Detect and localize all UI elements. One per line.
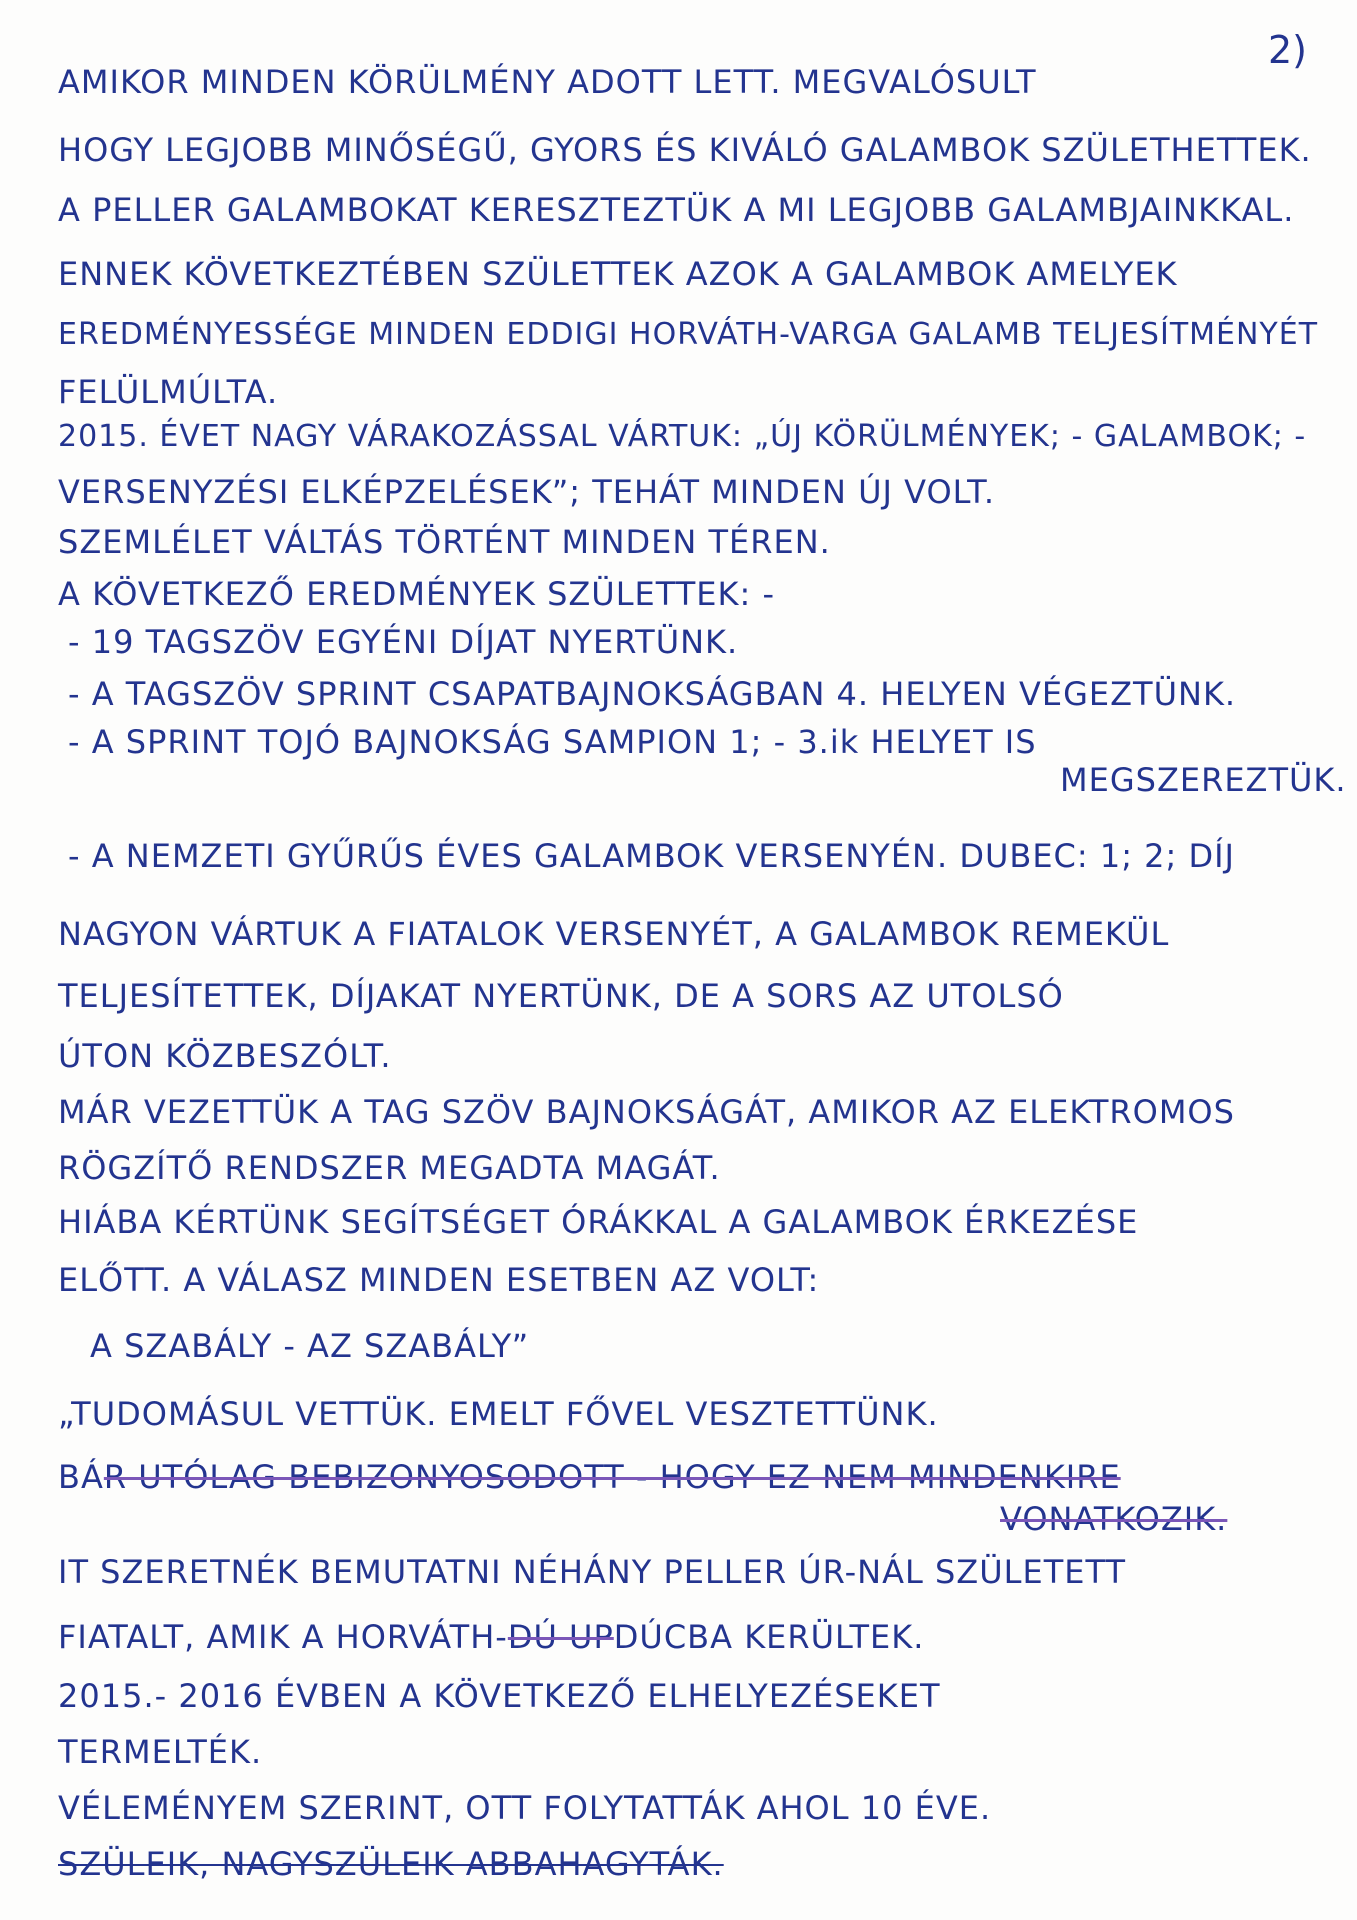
text-line: AMIKOR MINDEN KÖRÜLMÉNY ADOTT LETT. MEGVALÓSULT [58, 63, 1037, 101]
text-line: HOGY LEGJOBB MINŐSÉGŰ, GYORS ÉS KIVÁLÓ GALAMBOK SZÜLETHETTEK. [58, 131, 1312, 169]
text-line: 2015. ÉVET NAGY VÁRAKOZÁSSAL VÁRTUK: „ÚJ KÖRÜLMÉNYEK; - GALAMBOK; - [58, 419, 1307, 454]
text-line: IT SZERETNÉK BEMUTATNI NÉHÁNY PELLER ÚR-NÁL SZÜLETETT [58, 1553, 1126, 1591]
text-line: EREDMÉNYESSÉGE MINDEN EDDIGI HORVÁTH-VARGA GALAMB TELJESÍTMÉNYÉT [58, 317, 1319, 352]
struck-sentence [58, 1458, 1121, 1496]
text-line: MÁR VEZETTÜK A TAG SZÖV BAJNOKSÁGÁT, AMIKOR AZ ELEKTROMOS [58, 1093, 1235, 1131]
text-line: ÚTON KÖZBESZÓLT. [58, 1037, 392, 1075]
list-item-continuation: MEGSZEREZTÜK. [1060, 761, 1347, 799]
list-item: - A SPRINT TOJÓ BAJNOKSÁG SAMPION 1; - 3.ik HELYET IS [68, 723, 1037, 761]
struck-text: R UTÓLAG BEBIZONYOSODOTT - HOGY EZ NEM MINDENKIRE [103, 1458, 1121, 1496]
list-item: - A NEMZETI GYŰRŰS ÉVES GALAMBOK VERSENYÉN. DUBEC: 1; 2; DÍJ [68, 837, 1235, 875]
text-line: SZÜLEIK, NAGYSZÜLEIK ABBAHAGYTÁK. [58, 1845, 724, 1883]
text-line: VERSENYZÉSI ELKÉPZELÉSEK”; TEHÁT MINDEN ÚJ VOLT. [58, 473, 996, 511]
text-line: A PELLER GALAMBOKAT KERESZTEZTÜK A MI LEGJOBB GALAMBJAINKKAL. [58, 191, 1295, 229]
line-part: FIATALT, AMIK A HORVÁTH- [58, 1618, 508, 1656]
struck-sentence-prefix: BÁ [58, 1458, 104, 1496]
text-line-with-correction [58, 1618, 924, 1656]
text-line: „TUDOMÁSUL VETTÜK. EMELT FŐVEL VESZTETTÜNK. [58, 1395, 939, 1433]
text-line: HIÁBA KÉRTÜNK SEGÍTSÉGET ÓRÁKKAL A GALAMBOK ÉRKEZÉSE [58, 1203, 1139, 1241]
text-line: TELJESÍTETTEK, DÍJAKAT NYERTÜNK, DE A SORS AZ UTOLSÓ [58, 977, 1064, 1015]
quote-line: A SZABÁLY - AZ SZABÁLY” [90, 1327, 530, 1365]
line-part: DÚCBA KERÜLTEK. [613, 1618, 925, 1656]
text-line: A KÖVETKEZŐ EREDMÉNYEK SZÜLETTEK: - [58, 575, 775, 613]
text-line: ENNEK KÖVETKEZTÉBEN SZÜLETTEK AZOK A GALAMBOK AMELYEK [58, 255, 1178, 293]
text-line: SZEMLÉLET VÁLTÁS TÖRTÉNT MINDEN TÉREN. [58, 523, 831, 561]
text-line: 2015.- 2016 ÉVBEN A KÖVETKEZŐ ELHELYEZÉSEKET [58, 1677, 941, 1715]
struck-sentence-continuation [1000, 1500, 1227, 1538]
text-line: TERMELTÉK. [58, 1733, 263, 1771]
struck-text: VONATKOZIK. [1000, 1500, 1228, 1538]
text-line: ELŐTT. A VÁLASZ MINDEN ESETBEN AZ VOLT: [58, 1261, 820, 1299]
list-item: - 19 TAGSZÖV EGYÉNI DÍJAT NYERTÜNK. [68, 623, 739, 661]
text-line: FELÜLMÚLTA. [58, 373, 279, 411]
struck-text: DÚ UP [507, 1618, 614, 1656]
text-line: VÉLEMÉNYEM SZERINT, OTT FOLYTATTÁK AHOL 10 ÉVE. [58, 1789, 992, 1827]
page-number: 2) [1268, 28, 1308, 72]
list-item: - A TAGSZÖV SPRINT CSAPATBAJNOKSÁGBAN 4. HELYEN VÉGEZTÜNK. [68, 675, 1237, 713]
text-line: NAGYON VÁRTUK A FIATALOK VERSENYÉT, A GALAMBOK REMEKÜL [58, 915, 1170, 953]
text-line: RÖGZÍTŐ RENDSZER MEGADTA MAGÁT. [58, 1149, 721, 1187]
